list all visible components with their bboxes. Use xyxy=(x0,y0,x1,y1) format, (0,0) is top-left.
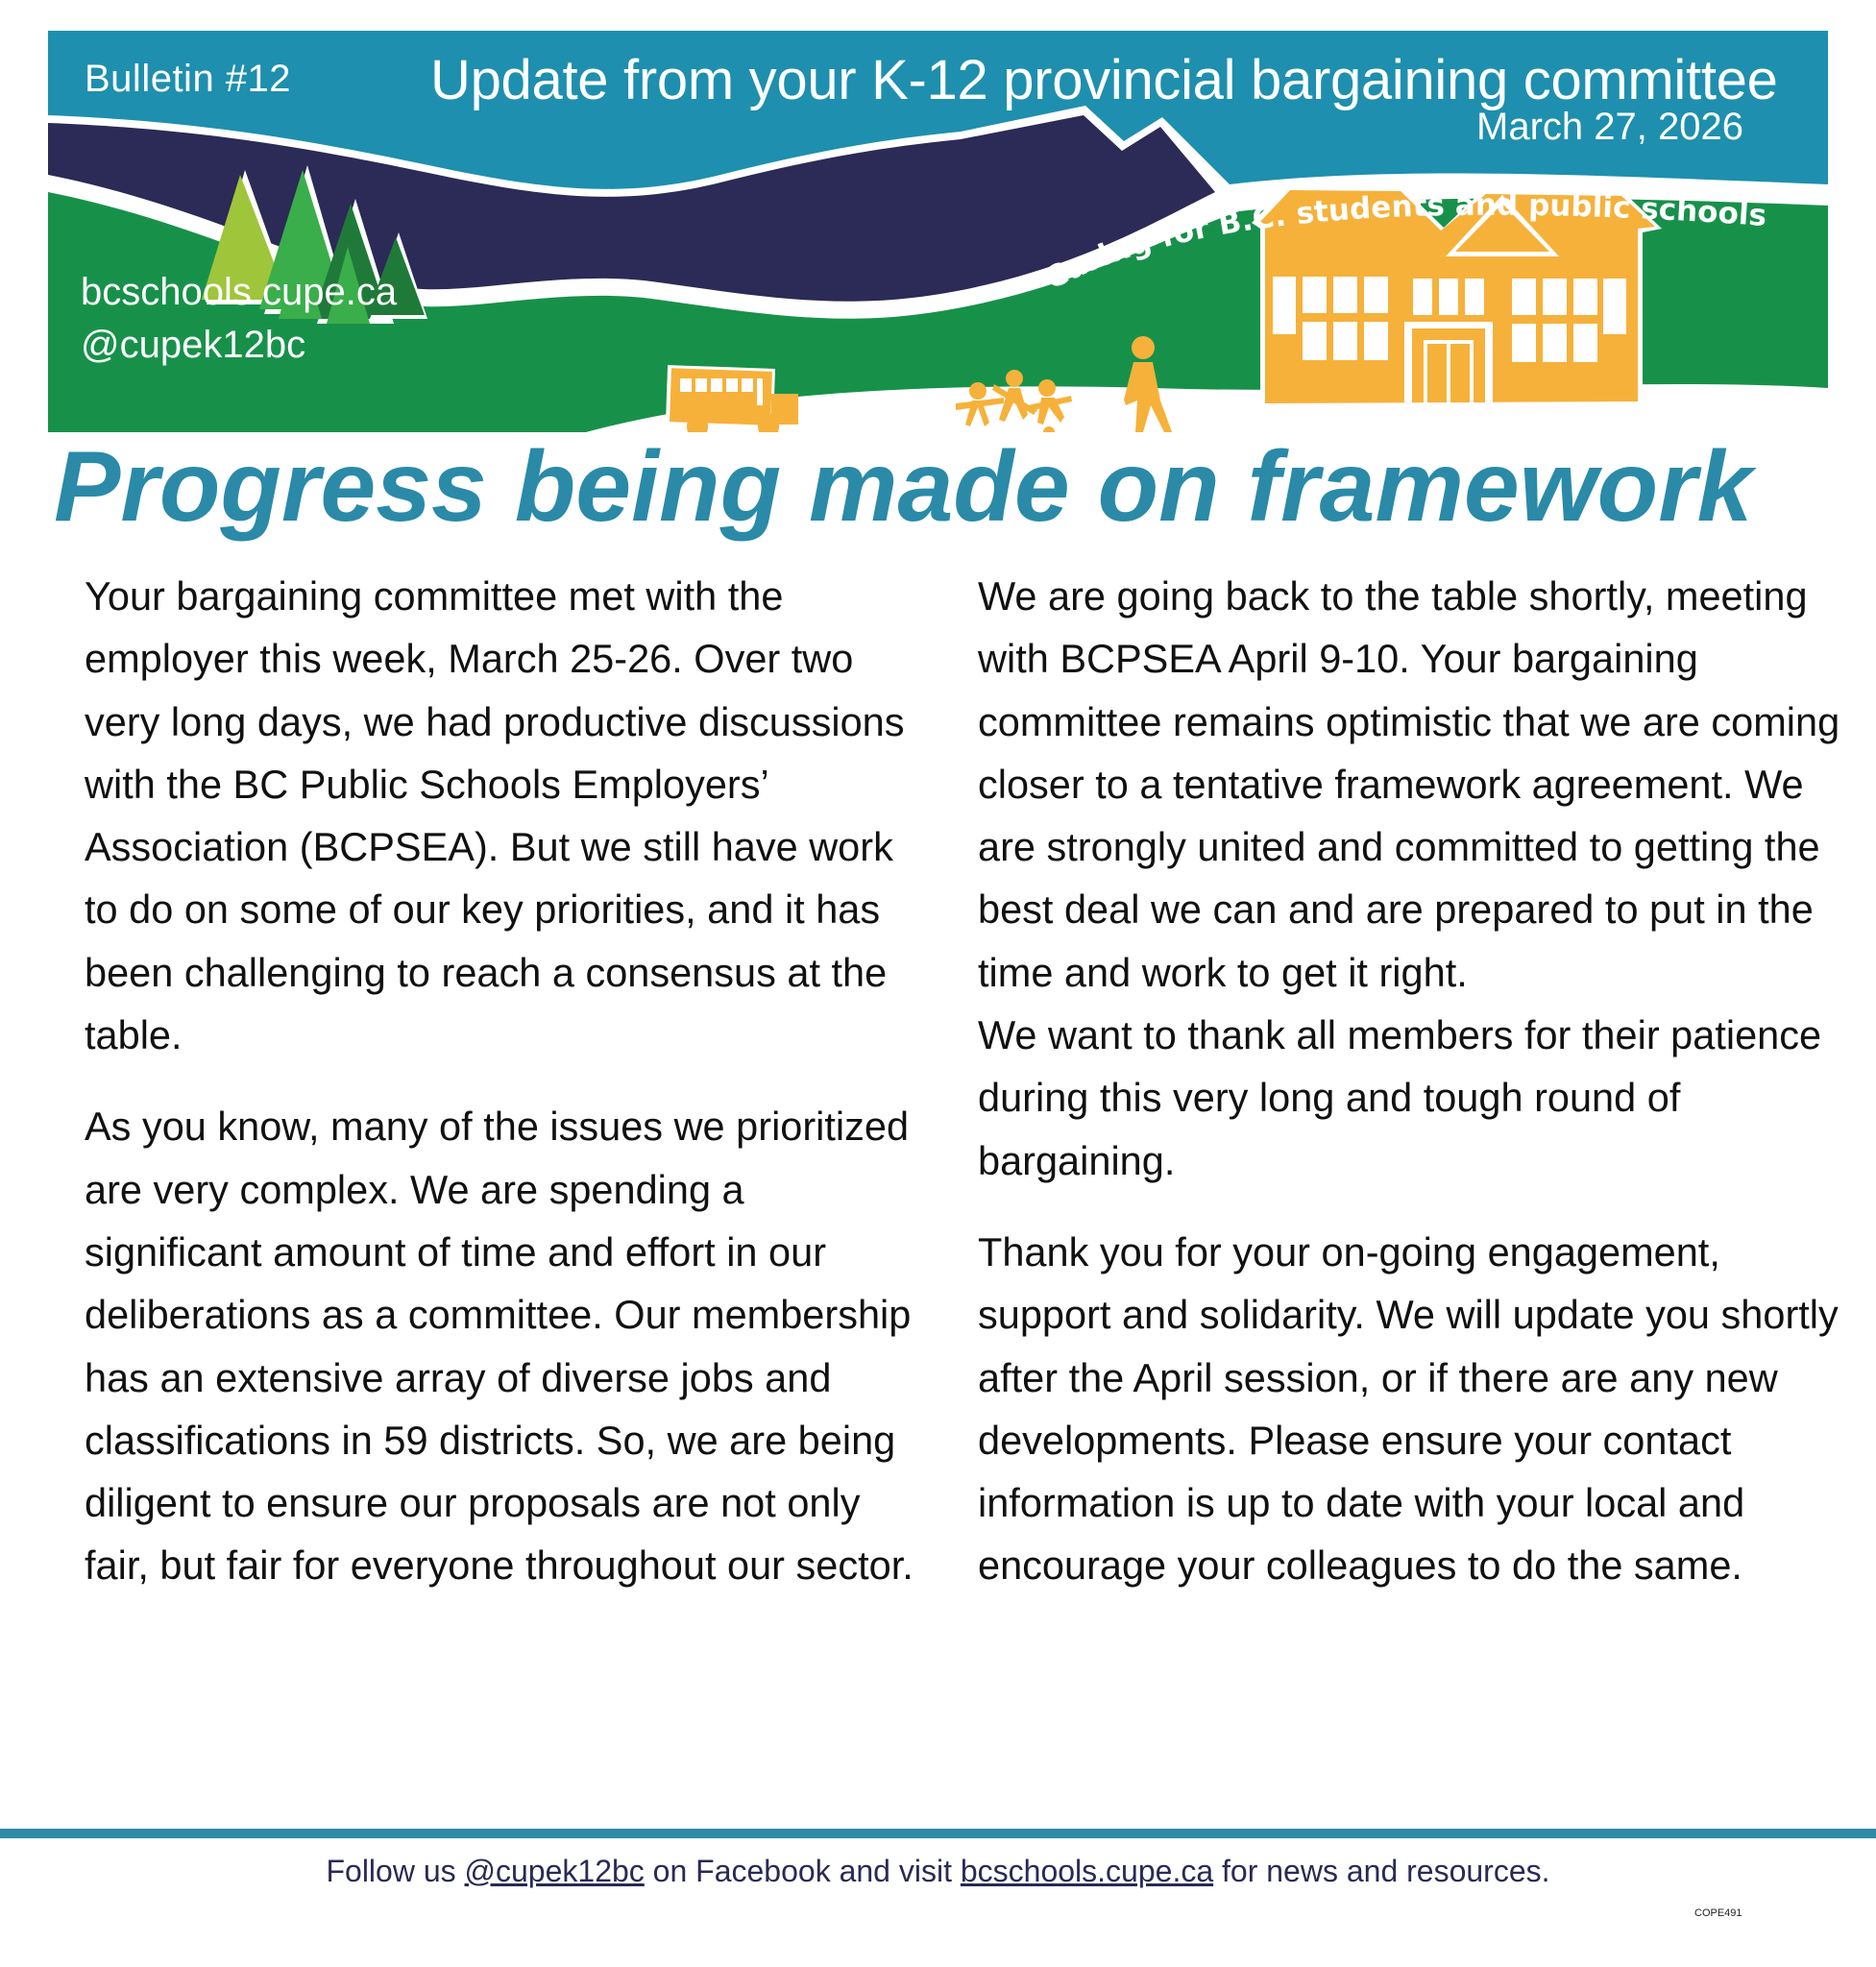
website-label: bcschools.cupe.ca xyxy=(81,271,398,313)
paragraph: We are going back to the table shortly, meeting with BCPSEA April 9-10. Your bargaining committee remains optimistic that we are coming closer to a tentative framework agreement. We are strongly united and committed to getting the best deal we can and are prepared to put in the time and work to get it right. xyxy=(978,573,1840,995)
print-code: COPE491 xyxy=(1694,1907,1742,1919)
footer-prefix: Follow us xyxy=(326,1854,465,1888)
svg-text:Caring for B.C. students and p xyxy=(1039,188,1767,297)
headline: Progress being made on framework xyxy=(54,431,1753,543)
left-column xyxy=(85,565,930,1597)
header-banner xyxy=(48,31,1828,432)
bulletin-number: Bulletin #12 xyxy=(85,58,292,100)
paragraph: As you know, many of the issues we prioritized are very complex. We are spending a significant amount of time and effort in our deliberations as a committee. Our membership has an extensive array of diverse jobs and classifications in 59 districts. So, we are being diligent to ensure our proposals are not only fair, but fair for everyone throughout our sector. xyxy=(85,1104,914,1589)
paragraph: We want to thank all members for their patience during this very long and tough round of bargaining. xyxy=(978,1012,1822,1183)
footer-divider xyxy=(0,1829,1876,1838)
right-column xyxy=(978,565,1842,1597)
paragraph: Thank you for your on-going engagement, support and solidarity. We will update you shortly after the April session, or if there are any new developments. Please ensure your contact information is up to date with your local and encourage your colleagues to do the same. xyxy=(978,1228,1839,1589)
website-link[interactable]: bcschools.cupe.ca xyxy=(960,1854,1214,1888)
tagline: Caring for B.C. students and public schools xyxy=(1038,187,1768,298)
footer-text xyxy=(0,1854,1876,1889)
bulletin-title: Update from your K-12 provincial bargaining committee xyxy=(430,49,1778,111)
issue-date: March 27, 2026 xyxy=(1476,106,1743,148)
social-handle-label: @cupek12bc xyxy=(81,324,306,366)
facebook-handle-link[interactable]: @cupek12bc xyxy=(464,1854,645,1888)
footer-middle: on Facebook and visit xyxy=(644,1854,961,1888)
paragraph: Your bargaining committee met with the employer this week, March 25-26. Over two very long days, we had productive discussions with the BC Public Schools Employers’ Association (BCPSEA). But we still have work to do on some of our key priorities, and it has been challenging to reach a consensus at the table. xyxy=(85,573,905,1058)
footer-suffix: for news and resources. xyxy=(1213,1854,1550,1888)
